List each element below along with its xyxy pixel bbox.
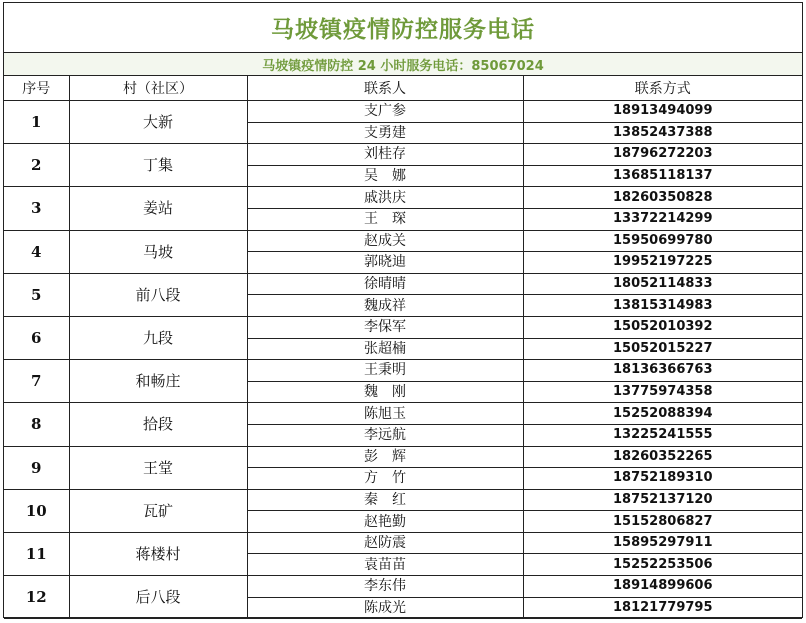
table-body [4,101,802,619]
contact-name: 戚洪庆 [247,187,523,209]
contact-name: 李东伟 [247,576,523,598]
row-index: 4 [4,230,69,273]
contact-phone: 13852437388 [523,122,802,144]
contact-phone: 18752137120 [523,489,802,511]
table-row [4,576,802,598]
page-title: 马坡镇疫情防控服务电话 [4,3,802,53]
row-index: 9 [4,446,69,489]
contact-phone: 18260350828 [523,187,802,209]
village-name: 姜站 [69,187,247,230]
row-index: 10 [4,489,69,532]
contact-phone: 18914899606 [523,576,802,598]
row-index: 1 [4,101,69,144]
contact-phone: 18796272203 [523,144,802,166]
row-index: 8 [4,403,69,446]
contact-name: 郭晓迪 [247,252,523,274]
contact-name: 李保军 [247,316,523,338]
contact-name: 赵成关 [247,230,523,252]
contact-phone: 13685118137 [523,165,802,187]
village-name: 丁集 [69,144,247,187]
contact-name: 魏成祥 [247,295,523,317]
header-phone: 联系方式 [523,76,802,101]
contact-name: 王 琛 [247,208,523,230]
village-name: 和畅庄 [69,360,247,403]
contact-name: 彭 辉 [247,446,523,468]
header-index: 序号 [4,76,69,101]
village-name: 前八段 [69,273,247,316]
contact-name: 支广参 [247,101,523,123]
table-row [4,273,802,295]
table-row [4,316,802,338]
table-row [4,489,802,511]
table-row [4,446,802,468]
contact-phone: 13372214299 [523,208,802,230]
contact-name: 王秉明 [247,360,523,382]
contact-phone: 18260352265 [523,446,802,468]
row-index: 2 [4,144,69,187]
contact-phone: 18136366763 [523,360,802,382]
table-row [4,144,802,166]
contact-sheet [3,2,803,618]
contact-phone: 13815314983 [523,295,802,317]
header-contact: 联系人 [247,76,523,101]
row-index: 6 [4,316,69,359]
village-name: 王堂 [69,446,247,489]
village-name: 拾段 [69,403,247,446]
table-row [4,360,802,382]
row-index: 7 [4,360,69,403]
contact-name: 赵艳勤 [247,511,523,533]
contact-name: 支勇建 [247,122,523,144]
contact-phone: 18752189310 [523,468,802,490]
contact-name: 徐晴晴 [247,273,523,295]
village-name: 九段 [69,316,247,359]
table-row [4,187,802,209]
contact-phone: 15052015227 [523,338,802,360]
contact-name: 秦 红 [247,489,523,511]
contact-name: 袁苗苗 [247,554,523,576]
table-row [4,101,802,123]
contact-phone: 18913494099 [523,101,802,123]
header-village: 村（社区） [69,76,247,101]
village-name: 大新 [69,101,247,144]
row-index: 5 [4,273,69,316]
contact-name: 吴 娜 [247,165,523,187]
contact-phone: 15252253506 [523,554,802,576]
contact-name: 李远航 [247,424,523,446]
contact-name: 魏 刚 [247,381,523,403]
table-row [4,532,802,554]
hotline-banner: 马坡镇疫情防控 24 小时服务电话：85067024 [4,53,802,76]
village-name: 瓦矿 [69,489,247,532]
village-name: 蒋楼村 [69,532,247,575]
contact-name: 赵防震 [247,532,523,554]
contact-name: 刘桂存 [247,144,523,166]
row-index: 3 [4,187,69,230]
table-row [4,403,802,425]
contact-phone: 18121779795 [523,597,802,619]
contact-name: 方 竹 [247,468,523,490]
contact-name: 陈旭玉 [247,403,523,425]
contact-phone: 15950699780 [523,230,802,252]
header-row [4,76,802,101]
contact-table [4,76,802,619]
table-row [4,230,802,252]
contact-phone: 15052010392 [523,316,802,338]
contact-phone: 15252088394 [523,403,802,425]
village-name: 后八段 [69,576,247,619]
contact-phone: 15895297911 [523,532,802,554]
contact-name: 张超楠 [247,338,523,360]
contact-phone: 19952197225 [523,252,802,274]
row-index: 11 [4,532,69,575]
contact-phone: 15152806827 [523,511,802,533]
village-name: 马坡 [69,230,247,273]
contact-phone: 13225241555 [523,424,802,446]
contact-phone: 13775974358 [523,381,802,403]
contact-phone: 18052114833 [523,273,802,295]
row-index: 12 [4,576,69,619]
contact-name: 陈成光 [247,597,523,619]
